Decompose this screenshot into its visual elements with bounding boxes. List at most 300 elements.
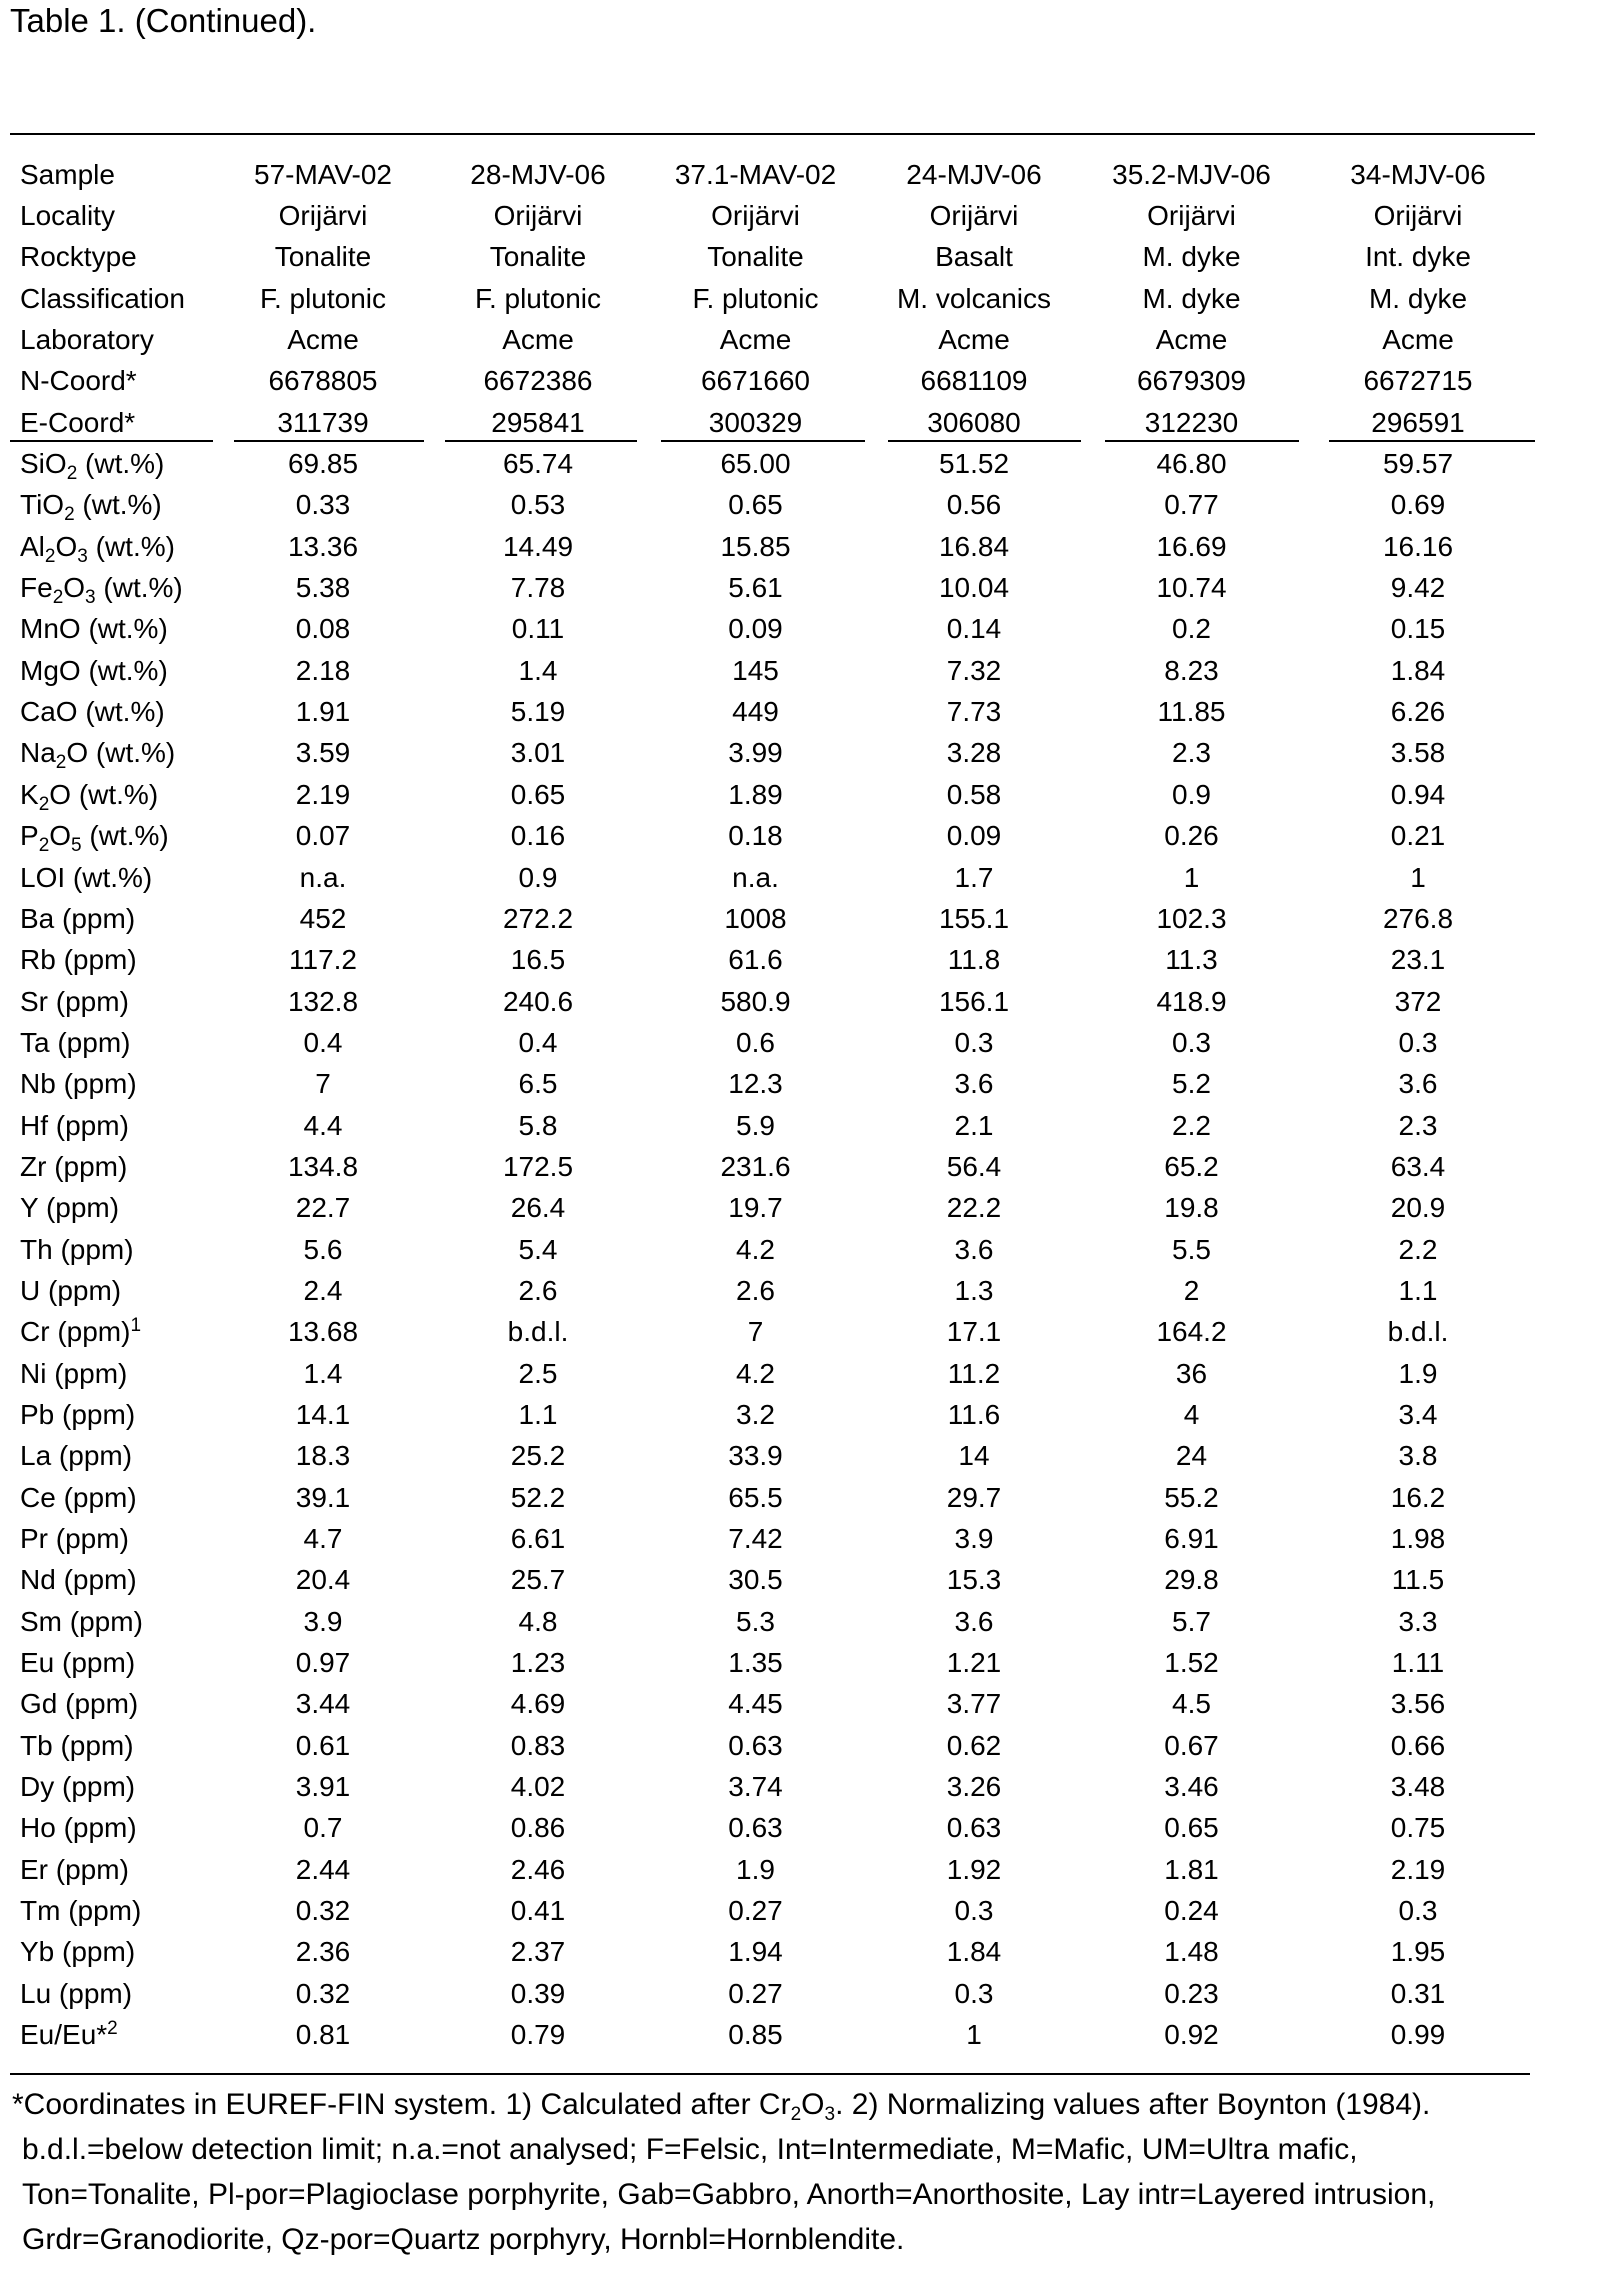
table-body	[0, 154, 1533, 2056]
table-cell: 2.36	[295, 1936, 351, 1968]
table-cell: 16.16	[1382, 530, 1454, 562]
table-row	[0, 1229, 1533, 1270]
table-cell: F. plutonic	[259, 282, 387, 314]
footnote-line-3: Ton=Tonalite, Pl-por=Plagioclase porphyrite, Gab=Gabbro, Anorth=Anorthosite, Lay intr=Layered intrusion,	[22, 2178, 1436, 2211]
table-cell: 0.09	[946, 820, 1002, 852]
table-cell: 1.9	[1398, 1357, 1438, 1389]
table-cell: 0.3	[1172, 1026, 1211, 1058]
table-cell: 1.94	[728, 1936, 783, 1968]
row-label: Y (ppm)	[20, 1192, 120, 1224]
table-cell: 0.85	[728, 2019, 783, 2051]
row-label: Ni (ppm)	[20, 1357, 128, 1389]
table-cell: 11.6	[947, 1398, 1001, 1430]
table-cell: 6.91	[1164, 1523, 1219, 1555]
table-cell: 19.7	[728, 1192, 783, 1224]
row-label: Pr (ppm)	[20, 1523, 129, 1555]
table-row	[0, 1808, 1533, 1849]
table-cell: 3.8	[1398, 1440, 1438, 1472]
row-label: Ho (ppm)	[20, 1812, 137, 1844]
table-cell: 134.8	[287, 1150, 359, 1182]
table-cell: 11.2	[947, 1357, 1001, 1389]
table-cell: 1.84	[1390, 654, 1446, 686]
table-cell: 0.99	[1390, 2019, 1446, 2051]
table-row	[0, 1518, 1533, 1559]
table-cell: 3.4	[1398, 1398, 1438, 1430]
table-cell: 11.5	[1391, 1564, 1445, 1596]
table-cell: 36	[1175, 1357, 1208, 1389]
table-cell: 24-MJV-06	[906, 158, 1042, 190]
table-cell: 3.9	[954, 1523, 994, 1555]
table-cell: 5.3	[736, 1605, 775, 1637]
table-row	[0, 981, 1533, 1022]
table-cell: 240.6	[502, 985, 574, 1017]
table-cell: 28-MJV-06	[470, 158, 606, 190]
table-cell: 2.2	[1398, 1233, 1438, 1265]
table-cell: 14.1	[295, 1398, 351, 1430]
table-row	[0, 1105, 1533, 1146]
table-row	[0, 1684, 1533, 1725]
table-cell: 6.5	[518, 1068, 558, 1100]
table-cell: 295841	[491, 406, 585, 438]
table-cell: 0.3	[1398, 1026, 1438, 1058]
table-cell: 6.61	[510, 1523, 566, 1555]
row-label: MgO (wt.%)	[20, 654, 168, 686]
table-cell: 0.62	[946, 1729, 1002, 1761]
table-cell: 61.6	[728, 944, 783, 976]
table-cell: 0.79	[510, 2019, 566, 2051]
table-cell: M. volcanics	[896, 282, 1052, 314]
table-cell: 0.65	[510, 778, 566, 810]
table-cell: 1.3	[954, 1274, 994, 1306]
table-cell: 0.65	[1164, 1812, 1219, 1844]
table-cell: 0.33	[295, 489, 351, 521]
table-cell: 3.56	[1390, 1688, 1446, 1720]
table-cell: 0.97	[295, 1647, 351, 1679]
table-cell: 312230	[1144, 406, 1239, 438]
table-cell: 2.18	[295, 654, 351, 686]
table-cell: 0.27	[728, 1895, 783, 1927]
row-label: Eu/Eu*$^2$	[20, 2018, 118, 2051]
table-cell: 0.11	[511, 613, 565, 645]
row-label: Locality	[20, 200, 115, 232]
table-cell: 24	[1175, 1440, 1208, 1472]
table-cell: 2.4	[303, 1274, 343, 1306]
table-cell: 2.3	[1398, 1109, 1438, 1141]
table-cell: 0.83	[510, 1729, 566, 1761]
table-cell: Acme	[287, 324, 359, 356]
row-label: $Al_2O_3$ (wt.%)	[20, 530, 175, 567]
table-row	[0, 195, 1533, 236]
table-row	[0, 816, 1533, 857]
table-cell: 0.67	[1164, 1729, 1219, 1761]
table-cell: 17.1	[946, 1316, 1002, 1348]
table-cell: 3.44	[295, 1688, 351, 1720]
table-cell: 1.4	[303, 1357, 343, 1389]
table-cell: 6679309	[1136, 365, 1246, 397]
table-row	[0, 733, 1533, 774]
table-cell: 65.74	[502, 448, 574, 480]
row-label: Er (ppm)	[20, 1853, 129, 1885]
table-cell: 59.57	[1382, 448, 1454, 480]
table-row	[0, 154, 1533, 195]
table-cell: 372	[1394, 985, 1442, 1017]
row-label: Nb (ppm)	[20, 1068, 137, 1100]
table-cell: 102.3	[1156, 902, 1227, 934]
row-label: Ba (ppm)	[20, 902, 136, 934]
table-cell: 1	[1410, 861, 1426, 893]
table-cell: F. plutonic	[692, 282, 819, 314]
table-cell: 3.99	[728, 737, 783, 769]
table-row	[0, 1932, 1533, 1973]
table-cell: 0.08	[295, 613, 351, 645]
row-label: Rocktype	[20, 241, 137, 273]
table-cell: 5.6	[303, 1233, 343, 1265]
table-cell: 0.07	[295, 820, 351, 852]
row-label: MnO (wt.%)	[20, 613, 168, 645]
table-cell: 0.24	[1164, 1895, 1219, 1927]
table-cell: Orijärvi	[278, 200, 368, 232]
row-label: Tm (ppm)	[20, 1895, 142, 1927]
table-cell: 2	[1183, 1274, 1200, 1306]
table-cell: 0.23	[1164, 1977, 1219, 2009]
row-label: Eu (ppm)	[20, 1647, 136, 1679]
table-cell: 5.61	[728, 572, 783, 604]
table-cell: 11.8	[947, 944, 1001, 976]
table-cell: 0.77	[1164, 489, 1219, 521]
table-cell: 7.73	[946, 696, 1002, 728]
table-cell: 231.6	[720, 1150, 791, 1182]
table-cell: 2.6	[736, 1274, 775, 1306]
table-cell: 18.3	[295, 1440, 351, 1472]
table-cell: 2.5	[518, 1357, 558, 1389]
table-cell: 2.44	[295, 1853, 351, 1885]
table-row	[0, 1973, 1533, 2014]
table-cell: 2.19	[1390, 1853, 1446, 1885]
table-row	[0, 1064, 1533, 1105]
table-cell: 0.3	[1398, 1895, 1438, 1927]
table-row	[0, 1394, 1533, 1435]
footnote-line-1: *Coordinates in EUREF-FIN system. 1) Calculated after $Cr_2O_3$. 2) Normalizing values after Boynton (1984).	[12, 2088, 1431, 2125]
table-cell: 0.4	[518, 1026, 558, 1058]
table-cell: 272.2	[502, 902, 574, 934]
row-label: Th (ppm)	[20, 1233, 134, 1265]
row-label: Hf (ppm)	[20, 1109, 129, 1141]
table-cell: 22.2	[946, 1192, 1002, 1224]
row-label: Gd (ppm)	[20, 1688, 139, 1720]
table-cell: 418.9	[1156, 985, 1227, 1017]
table-cell: 0.7	[303, 1812, 343, 1844]
table-cell: 0.92	[1164, 2019, 1219, 2051]
footnote-line-2: b.d.l.=below detection limit; n.a.=not analysed; F=Felsic, Int=Intermediate, M=Mafic, UM=Ultra mafic,	[22, 2133, 1358, 2166]
table-cell: 55.2	[1164, 1481, 1219, 1513]
table-cell: Acme	[502, 324, 574, 356]
table-cell: 29.7	[946, 1481, 1002, 1513]
table-cell: 5.2	[1172, 1068, 1211, 1100]
table-cell: 3.01	[510, 737, 566, 769]
table-cell: Int. dyke	[1365, 241, 1471, 273]
table-cell: 63.4	[1390, 1150, 1446, 1182]
top-rule	[10, 133, 1535, 135]
table-row	[0, 1725, 1533, 1766]
table-cell: M. dyke	[1142, 241, 1241, 273]
table-cell: 11.3	[1165, 944, 1218, 976]
table-cell: 1.1	[518, 1398, 558, 1430]
table-cell: 4.2	[736, 1233, 775, 1265]
table-row	[0, 857, 1533, 898]
table-cell: 1.98	[1390, 1523, 1446, 1555]
table-cell: 4.5	[1172, 1688, 1211, 1720]
table-cell: b.d.l.	[507, 1316, 569, 1348]
row-label: $Fe_2O_3$ (wt.%)	[20, 572, 183, 609]
table-row	[0, 1890, 1533, 1931]
footnote	[12, 2082, 1435, 2262]
table-cell: 3.6	[954, 1068, 994, 1100]
row-label: TiO$_2$ (wt.%)	[20, 489, 162, 526]
table-cell: 3.6	[954, 1605, 994, 1637]
table-cell: Orijärvi	[1373, 200, 1463, 232]
table-cell: 8.23	[1164, 654, 1219, 686]
table-row	[0, 1436, 1533, 1477]
table-cell: 57-MAV-02	[254, 158, 392, 190]
table-cell: 6681109	[920, 365, 1028, 397]
table-row	[0, 1560, 1533, 1601]
table-cell: 12.3	[728, 1068, 783, 1100]
table-cell: 1.92	[946, 1853, 1002, 1885]
table-cell: 65.5	[728, 1481, 783, 1513]
table-cell: 0.3	[954, 1895, 994, 1927]
table-row	[0, 774, 1533, 815]
table-cell: 1.95	[1390, 1936, 1446, 1968]
table-cell: 0.15	[1390, 613, 1446, 645]
table-row	[0, 402, 1533, 443]
table-cell: 16.2	[1390, 1481, 1446, 1513]
table-cell: 5.19	[510, 696, 566, 728]
table-row	[0, 1766, 1533, 1807]
table-cell: 26.4	[510, 1192, 566, 1224]
table-cell: 10.04	[938, 572, 1010, 604]
table-cell: 15.3	[946, 1564, 1002, 1596]
table-cell: 0.3	[954, 1977, 994, 2009]
table-cell: 16.69	[1156, 530, 1227, 562]
table-cell: 0.09	[728, 613, 783, 645]
table-cell: 4.45	[728, 1688, 783, 1720]
table-cell: 0.53	[510, 489, 566, 521]
row-label: Laboratory	[20, 324, 154, 356]
table-row	[0, 1270, 1533, 1311]
row-label: Sr (ppm)	[20, 985, 129, 1017]
geochemistry-table	[0, 154, 1533, 2056]
table-cell: 0.63	[728, 1812, 783, 1844]
row-label: CaO (wt.%)	[20, 696, 165, 728]
table-cell: 296591	[1371, 406, 1465, 438]
table-cell: 11.85	[1157, 696, 1226, 728]
table-cell: 25.2	[510, 1440, 566, 1472]
row-label: Rb (ppm)	[20, 944, 137, 976]
table-cell: 7	[747, 1316, 764, 1348]
table-cell: 9.42	[1390, 572, 1446, 604]
table-cell: Tonalite	[489, 241, 587, 273]
table-cell: 7.78	[510, 572, 566, 604]
table-cell: 13.68	[287, 1316, 359, 1348]
table-row	[0, 1849, 1533, 1890]
table-cell: 6.26	[1390, 696, 1446, 728]
table-cell: 0.4	[303, 1026, 343, 1058]
table-cell: 0.86	[510, 1812, 566, 1844]
table-cell: 5.8	[518, 1109, 558, 1141]
row-label: Ta (ppm)	[20, 1026, 131, 1058]
table-cell: 5.9	[736, 1109, 775, 1141]
footnote-line-4: Grdr=Granodiorite, Qz-por=Quartz porphyry, Hornbl=Hornblendite.	[22, 2223, 905, 2256]
table-cell: 0.9	[1172, 778, 1211, 810]
table-row	[0, 278, 1533, 319]
table-cell: 5.5	[1172, 1233, 1211, 1265]
table-cell: 0.18	[728, 820, 783, 852]
table-cell: 3.6	[954, 1233, 994, 1265]
row-label: U (ppm)	[20, 1274, 122, 1306]
table-cell: 65.2	[1164, 1150, 1219, 1182]
table-cell: 0.61	[295, 1729, 351, 1761]
table-cell: 19.8	[1164, 1192, 1219, 1224]
table-cell: 0.9	[518, 861, 558, 893]
table-cell: 1	[1183, 861, 1200, 893]
table-cell: 1.52	[1164, 1647, 1219, 1679]
table-cell: M. dyke	[1368, 282, 1468, 314]
table-cell: F. plutonic	[474, 282, 602, 314]
row-label: LOI (wt.%)	[20, 861, 153, 893]
table-cell: 13.36	[287, 530, 359, 562]
table-cell: 0.14	[946, 613, 1002, 645]
table-row	[0, 1601, 1533, 1642]
table-cell: 25.7	[510, 1564, 566, 1596]
table-cell: 1.81	[1164, 1853, 1219, 1885]
table-row	[0, 319, 1533, 360]
table-row	[0, 898, 1533, 939]
table-cell: 56.4	[946, 1150, 1002, 1182]
table-cell: 20.9	[1390, 1192, 1446, 1224]
row-label: Sample	[20, 158, 115, 190]
bottom-rule	[10, 2073, 1530, 2075]
table-cell: 164.2	[1156, 1316, 1227, 1348]
table-cell: 0.2	[1172, 613, 1211, 645]
table-cell: 4	[1183, 1398, 1200, 1430]
table-cell: 6678805	[268, 365, 378, 397]
table-row	[0, 609, 1533, 650]
row-label: $P_2O_5$ (wt.%)	[20, 820, 169, 857]
table-cell: 6671660	[700, 365, 810, 397]
table-cell: Orijärvi	[929, 200, 1019, 232]
table-cell: 65.00	[720, 448, 791, 480]
table-cell: 14.49	[502, 530, 574, 562]
table-cell: 2.6	[518, 1274, 558, 1306]
table-cell: 2.3	[1172, 737, 1211, 769]
table-row	[0, 443, 1533, 484]
table-cell: 300329	[708, 406, 803, 438]
table-cell: 29.8	[1164, 1564, 1219, 1596]
table-cell: 0.66	[1390, 1729, 1446, 1761]
table-cell: 449	[732, 696, 779, 728]
table-cell: 4.2	[736, 1357, 775, 1389]
row-label: Dy (ppm)	[20, 1771, 136, 1803]
table-cell: 1.11	[1391, 1647, 1445, 1679]
table-cell: 1.9	[736, 1853, 775, 1885]
table-cell: 3.9	[303, 1605, 343, 1637]
table-cell: 0.63	[946, 1812, 1002, 1844]
table-cell: 145	[732, 654, 779, 686]
table-cell: n.a.	[732, 861, 779, 893]
row-label: Pb (ppm)	[20, 1398, 136, 1430]
table-cell: 30.5	[728, 1564, 783, 1596]
table-cell: 580.9	[720, 985, 791, 1017]
table-cell: 4.4	[303, 1109, 343, 1141]
table-cell: 0.75	[1390, 1812, 1446, 1844]
row-label: $Na_2O$ (wt.%)	[20, 737, 176, 774]
table-cell: 0.41	[510, 1895, 566, 1927]
table-cell: 1.7	[954, 861, 994, 893]
table-cell: 22.7	[295, 1192, 351, 1224]
table-cell: 3.58	[1390, 737, 1446, 769]
row-label: Sm (ppm)	[20, 1605, 143, 1637]
table-cell: 0.65	[728, 489, 783, 521]
row-label: Cr (ppm)$^1$	[20, 1315, 142, 1348]
table-cell: 3.2	[736, 1398, 775, 1430]
table-cell: 3.48	[1390, 1771, 1446, 1803]
table-cell: 5.38	[295, 572, 351, 604]
table-cell: 276.8	[1382, 902, 1454, 934]
table-cell: 69.85	[287, 448, 359, 480]
table-cell: 46.80	[1156, 448, 1227, 480]
table-cell: 4.02	[510, 1771, 566, 1803]
table-cell: 1.35	[728, 1647, 783, 1679]
table-cell: 5.7	[1172, 1605, 1211, 1637]
table-row	[0, 361, 1533, 402]
table-cell: 39.1	[295, 1481, 351, 1513]
table-cell: 34-MJV-06	[1350, 158, 1486, 190]
table-cell: 2.1	[954, 1109, 994, 1141]
table-cell: 1.23	[510, 1647, 566, 1679]
row-label: Lu (ppm)	[20, 1977, 133, 2009]
row-label: Zr (ppm)	[20, 1150, 128, 1182]
table-cell: 23.1	[1390, 944, 1446, 976]
table-cell: Orijärvi	[493, 200, 583, 232]
table-cell: Acme	[719, 324, 792, 356]
table-cell: 0.3	[954, 1026, 994, 1058]
table-cell: 4.69	[510, 1688, 566, 1720]
table-cell: 155.1	[938, 902, 1010, 934]
table-cell: 35.2-MJV-06	[1112, 158, 1271, 190]
table-row	[0, 1022, 1533, 1063]
table-cell: 3.91	[295, 1771, 351, 1803]
row-label: E-Coord*	[20, 406, 136, 438]
row-label: Ce (ppm)	[20, 1481, 137, 1513]
table-cell: 2.46	[510, 1853, 566, 1885]
row-label: La (ppm)	[20, 1440, 133, 1472]
table-cell: 3.74	[728, 1771, 783, 1803]
table-cell: 0.32	[295, 1977, 351, 2009]
row-label: Nd (ppm)	[20, 1564, 137, 1596]
table-cell: 6672386	[483, 365, 593, 397]
table-row	[0, 567, 1533, 608]
table-cell: Tonalite	[707, 241, 804, 273]
row-label: SiO$_2$ (wt.%)	[20, 448, 165, 485]
table-row	[0, 1642, 1533, 1683]
table-cell: 0.6	[736, 1026, 775, 1058]
table-cell: Basalt	[935, 241, 1013, 273]
table-cell: 0.27	[728, 1977, 783, 2009]
table-row	[0, 1477, 1533, 1518]
table-cell: 0.32	[295, 1895, 351, 1927]
table-cell: 37.1-MAV-02	[674, 158, 837, 190]
table-cell: 1.84	[946, 1936, 1002, 1968]
